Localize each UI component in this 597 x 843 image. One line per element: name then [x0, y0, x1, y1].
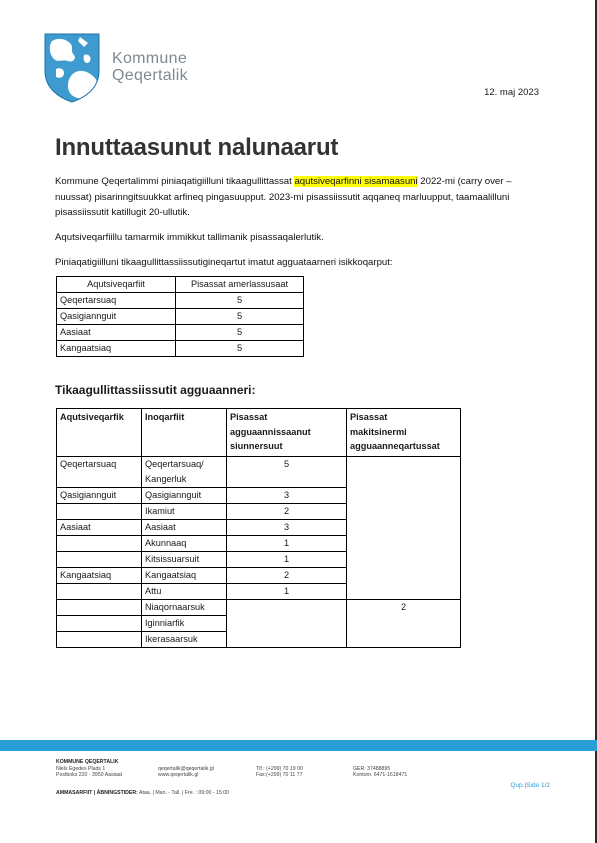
header-line: siunnersuut [230, 441, 283, 451]
cell-settlement: Iginniarfik [142, 615, 227, 631]
district-quota-table [56, 276, 304, 357]
footer-address [56, 759, 122, 779]
cell-settlement: Ikerasaarsuk [142, 631, 227, 647]
cell-settlement: Attu [142, 583, 227, 599]
footer-hours-value: Ataa. | Man. - Tall. | Fre. : 09:00 - 15:00 [139, 790, 229, 796]
column-header: Aqutsiveqarfiit [57, 277, 176, 293]
section-heading: Tikaagullittassiissutit agguaanneri: [55, 383, 256, 397]
cell-proposal: 1 [227, 583, 347, 599]
cell-district: Kangaatsiaq [57, 567, 142, 583]
cell-district [57, 599, 142, 615]
cell-quota: 5 [176, 325, 304, 341]
header-line: makitsinermi [350, 426, 407, 437]
cell-quota: 5 [176, 341, 304, 357]
footer-phone [256, 766, 303, 779]
table-row [57, 456, 461, 487]
paragraph-districts: Aqutsiveqarfiillu tamarmik immikkut tallimanik pisassaqalerlutik. [55, 232, 324, 243]
cell-proposal: 3 [227, 487, 347, 503]
document-date: 12. maj 2023 [484, 87, 539, 98]
cell-district: Kangaatsiaq [57, 341, 176, 357]
cell-quota: 5 [176, 309, 304, 325]
footer-org-name: KOMMUNE QEQERTALIK [56, 759, 119, 765]
cell-proposal: 1 [227, 551, 347, 567]
cell-district [57, 631, 142, 647]
cell-proposal: 3 [227, 519, 347, 535]
table-row [57, 293, 304, 309]
table-header-row [57, 409, 461, 457]
table-row [57, 325, 304, 341]
shield-icon [44, 33, 100, 103]
footer-tel: Tlf.: (+299) 70 19 00 [256, 765, 303, 772]
brand-line-1: Kommune [112, 50, 188, 67]
paragraph-distribution: Piniaqatigiilluni tikaagullittassiissutigineqartut imatut agguataarneri isikkoqarput: [55, 257, 393, 268]
cell-settlement: Akunnaaq [142, 535, 227, 551]
intro-text-end: 2022-mi (carry over – nuussat) pisarinngitsuukkat arfineq pingasuupput. 2023-mi pisassiissutit aqqaneq marluupput, taamaalilluni pisassiissutit katillugit 20-ullutik. [55, 176, 512, 218]
cell-district: Aasiaat [57, 325, 176, 341]
column-header-settlements: Inoqarfiit [142, 409, 227, 457]
cell-raffle-empty [347, 456, 461, 599]
settlement-line: Qeqertarsuaq/ [145, 458, 204, 469]
footer-hours-label: AMMASARFIIT | ÅBNINGSTIDER: [56, 790, 138, 796]
footer-registration [353, 766, 407, 779]
header-line: Pisassat [230, 412, 268, 422]
cell-settlement: Aasiaat [142, 519, 227, 535]
header-line: Pisassat [350, 412, 388, 422]
intro-text-start: Kommune Qeqertalimmi piniaqatigiilluni tikaagullittassat [55, 176, 295, 187]
cell-district [57, 535, 142, 551]
cell-settlement [142, 456, 227, 487]
column-header-proposal [227, 409, 347, 457]
page-title: Innuttaasunut nalunaarut [55, 134, 339, 161]
cell-settlement: Ikamiut [142, 503, 227, 519]
footer-website: www.qeqertalik.gl [158, 772, 199, 779]
cell-settlement: Qasigiannguit [142, 487, 227, 503]
cell-district: Qasigiannguit [57, 487, 142, 503]
cell-settlement: Kitsissuarsuit [142, 551, 227, 567]
footer-email: qeqertalik@qeqertalik.gl [158, 765, 214, 772]
footer-ger: GER: 37488895 [353, 765, 391, 772]
table-row [57, 309, 304, 325]
brand-name [112, 50, 188, 84]
table-header-row [57, 277, 304, 293]
cell-district [57, 583, 142, 599]
highlighted-text: aqutsiveqarfinni sisamaasuni [294, 176, 418, 187]
cell-district [57, 503, 142, 519]
column-header: Pisassat amerlassusaat [176, 277, 304, 293]
kommune-logo [44, 33, 100, 108]
footer-address-line: Postboks 220 · 3950 Aasiaat [56, 772, 123, 779]
settlement-line: Kangerluk [145, 473, 187, 484]
footer-accent-bar [0, 740, 597, 751]
cell-proposal: 2 [227, 503, 347, 519]
footer-contact [158, 766, 214, 779]
cell-proposal: 5 [227, 456, 347, 487]
cell-district [57, 615, 142, 631]
page-number: Qup.|Side 1/2 [510, 782, 550, 789]
cell-district: Qeqertarsuaq [57, 456, 142, 487]
cell-district: Qeqertarsuaq [57, 293, 176, 309]
paragraph-intro [55, 174, 545, 221]
table-row [57, 599, 461, 615]
table-row [57, 341, 304, 357]
footer-account: Kontonr. 6471-1618471 [353, 772, 408, 779]
cell-proposal: 2 [227, 567, 347, 583]
distribution-table [56, 408, 461, 648]
cell-quota: 5 [176, 293, 304, 309]
footer-opening-hours [56, 790, 229, 796]
footer-address-line: Niels Egedes Plads 1 [56, 765, 106, 772]
header-line: agguaannissaanut [230, 426, 311, 437]
cell-raffle: 2 [347, 599, 461, 647]
cell-proposal-empty [227, 599, 347, 647]
cell-settlement: Kangaatsiaq [142, 567, 227, 583]
cell-district [57, 551, 142, 567]
column-header-raffle [347, 409, 461, 457]
cell-district: Qasigiannguit [57, 309, 176, 325]
footer-fax: Fax:(+299) 70 11 77 [256, 772, 303, 779]
cell-settlement: Niaqornaarsuk [142, 599, 227, 615]
brand-line-2: Qeqertalik [112, 67, 188, 84]
header-line: agguaanneqartussat [350, 441, 440, 451]
cell-district: Aasiaat [57, 519, 142, 535]
column-header-district: Aqutsiveqarfik [57, 409, 142, 457]
cell-proposal: 1 [227, 535, 347, 551]
